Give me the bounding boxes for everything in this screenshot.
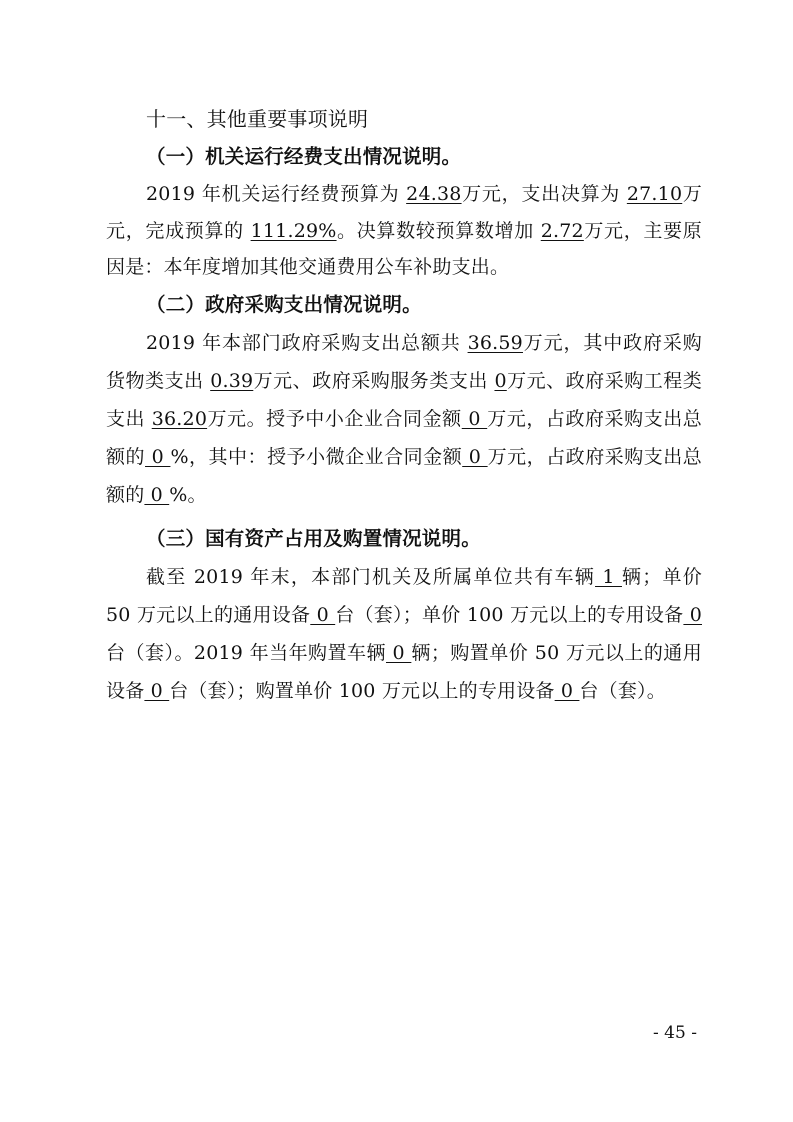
general-equipment-value: 0	[310, 603, 336, 626]
text-segment: 万元，支出决算为	[461, 183, 627, 205]
sme-contract-value: 0	[461, 407, 488, 430]
text-segment: 万元，主要原因是：本年度增加其他交通费用公车补助支出。	[106, 219, 703, 278]
procurement-total-value: 36.59	[467, 331, 523, 354]
text-segment: 万元，其中政府采购货物类支出	[106, 331, 702, 392]
text-segment: %，其中：授予小微企业合同金额	[170, 445, 463, 468]
micro-percent-value: 0	[144, 483, 170, 506]
completion-rate-value: 111.29%	[250, 219, 337, 242]
text-segment: 台（套）；单价 100 万元以上的专用设备	[335, 603, 684, 626]
assets-paragraph	[106, 558, 702, 710]
purchased-general-equipment-value: 0	[144, 679, 170, 702]
micro-contract-value: 0	[462, 445, 488, 468]
sme-percent-value: 0	[145, 445, 171, 468]
document-body	[106, 100, 702, 710]
purchased-vehicles-value: 0	[386, 641, 412, 664]
page-number: - 45 -	[653, 1023, 697, 1043]
purchased-special-equipment-value: 0	[554, 679, 580, 702]
text-segment: 万元、政府采购服务类支出	[253, 369, 495, 392]
operating-expenses-paragraph	[106, 176, 702, 286]
text-segment: 万元，完成预算的	[106, 183, 702, 242]
text-segment: 。决算数较预算数增加	[336, 219, 541, 242]
budget-value: 24.38	[406, 183, 462, 205]
text-segment: 万元，占政府采购支出总额的	[106, 407, 702, 468]
text-segment: 万元，占政府采购支出总额的	[106, 445, 702, 506]
subsection-title-operating-expenses: （一）机关运行经费支出情况说明。	[146, 145, 462, 168]
subsection-title-procurement: （二）政府采购支出情况说明。	[146, 292, 422, 316]
text-segment: 辆；购置单价 50 万元以上的通用设备	[106, 641, 702, 702]
text-segment: 2019 年本部门政府采购支出总额共	[146, 331, 468, 354]
text-segment: 截至 2019 年末，本部门机关及所属单位共有车辆	[146, 565, 596, 588]
text-segment: %。	[169, 483, 207, 506]
text-segment: 台（套）。	[579, 679, 666, 702]
procurement-service-value: 0	[494, 369, 507, 392]
subsection-title-assets: （三）国有资产占用及购置情况说明。	[146, 526, 481, 550]
special-equipment-value: 0	[683, 603, 702, 626]
text-segment: 2019 年机关运行经费预算为	[146, 183, 407, 205]
procurement-paragraph	[106, 324, 702, 514]
text-segment: 台（套）；购置单价 100 万元以上的专用设备	[169, 679, 555, 702]
procurement-project-value: 36.20	[151, 407, 208, 430]
increase-value: 2.72	[540, 219, 584, 242]
vehicles-count-value: 1	[595, 565, 622, 588]
text-segment: 辆；单价 50 万元以上的通用设备	[106, 565, 702, 626]
text-segment: 台（套）。2019 年当年购置车辆	[106, 641, 386, 664]
final-value: 27.10	[626, 183, 683, 205]
section-title: 十一、其他重要事项说明	[146, 107, 369, 131]
procurement-goods-value: 0.39	[210, 369, 254, 392]
text-segment: 万元。授予中小企业合同金额	[207, 407, 462, 430]
text-segment: 万元、政府采购工程类支出	[106, 369, 702, 430]
